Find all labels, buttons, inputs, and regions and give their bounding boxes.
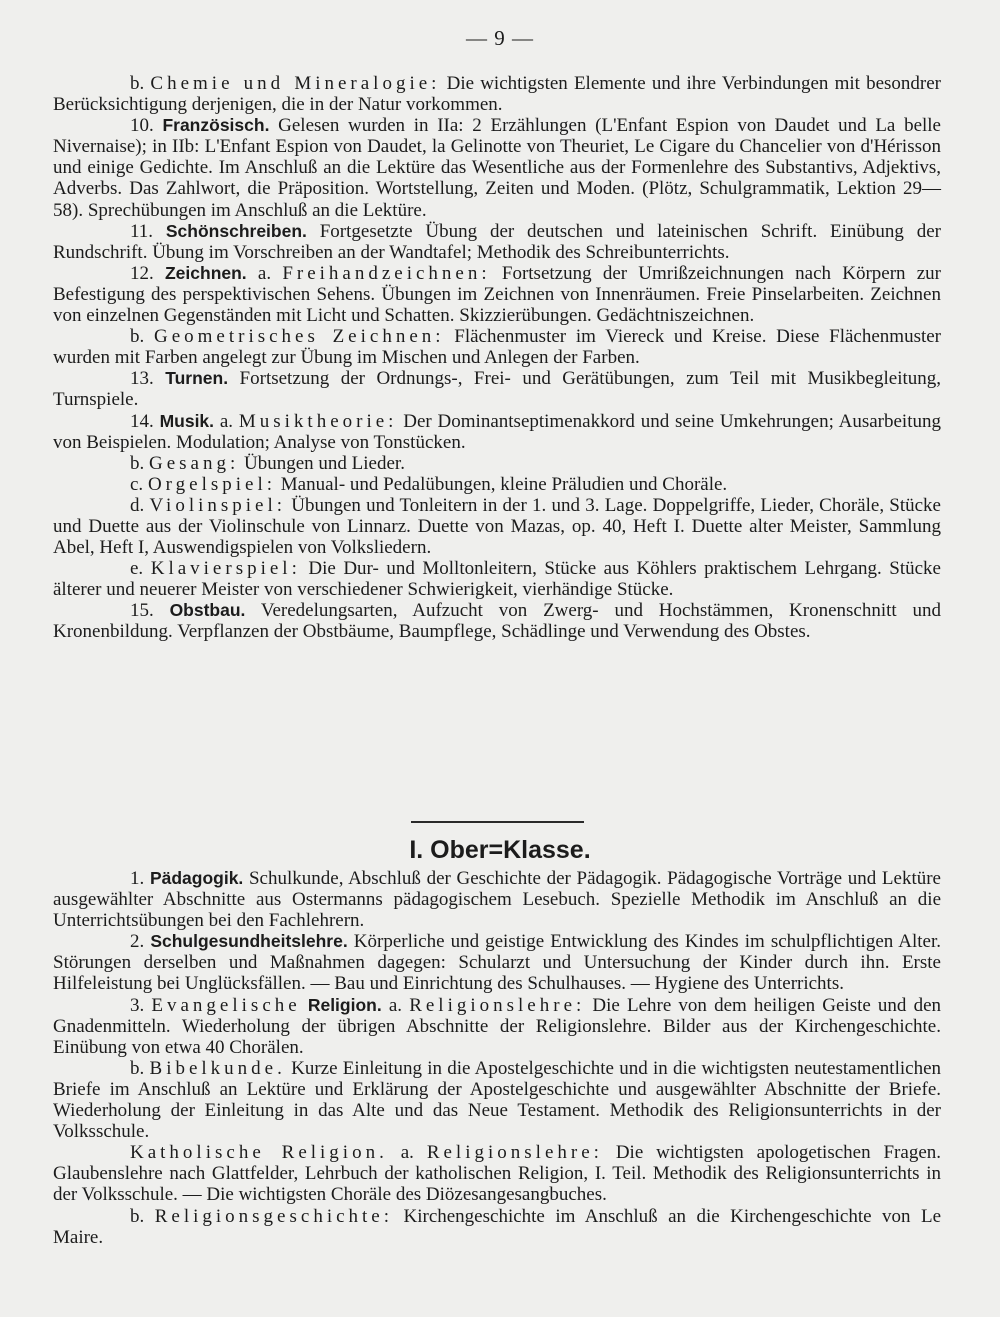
text-run: Flächenmuster im Viereck und Kreise. Diese Flächenmuster wurden mit Farben angelegt zur Übung im Mischen und Anlegen der Farben. xyxy=(53,326,942,369)
paragraph xyxy=(53,474,941,495)
spaced-term: Orgelspiel: xyxy=(147,473,277,495)
text-run: Veredelungsarten, Aufzucht von Zwerg- und Hochstämmen, Kronenschnitt und Kronenbildung. Verpflanzen der Obstbäume, Baumpflege, Schädlinge und Verwendung des Obstes. xyxy=(53,600,942,643)
paragraph xyxy=(53,221,941,263)
section-divider xyxy=(411,821,584,823)
text-run: 2. xyxy=(130,931,151,953)
paragraph xyxy=(53,368,941,410)
paragraph xyxy=(53,73,941,115)
paragraph xyxy=(53,263,941,326)
spaced-term: Klavierspiel: xyxy=(150,558,301,580)
paragraph xyxy=(53,495,941,558)
paragraph xyxy=(53,411,941,453)
text-run: 15. xyxy=(130,600,170,622)
text-run: Manual- und Pedalübungen, kleine Präludien und Choräle. xyxy=(276,473,728,495)
paragraph xyxy=(53,931,941,994)
spaced-term: Geometrisches Zeichnen: xyxy=(153,326,445,348)
text-run: Fortgesetzte Übung der deutschen und lateinischen Schrift. Einübung der Rundschrift. Übung im Vorschreiben an der Wandtafel; Methodik des Schreibunterrichts. xyxy=(53,220,941,263)
subject-heading: Religion. xyxy=(307,994,382,1015)
paragraph xyxy=(53,453,941,474)
text-run: 1. xyxy=(130,868,150,889)
spaced-term: Chemie und Mineralogie: xyxy=(150,73,441,94)
page-number: — 9 — xyxy=(466,26,534,50)
spaced-term: Musiktheorie: xyxy=(238,410,398,432)
text-run: 13. xyxy=(130,368,166,390)
paragraph xyxy=(53,600,941,642)
text-run: 3. xyxy=(130,994,152,1016)
paragraph xyxy=(53,1142,941,1205)
text-run: 12. xyxy=(130,262,165,284)
text-run: c. xyxy=(130,473,148,495)
text-run: a. xyxy=(387,1142,427,1164)
text-run: a. xyxy=(214,410,239,432)
text-run xyxy=(301,995,308,1016)
text-run: a. xyxy=(246,262,283,284)
text-run: b. xyxy=(130,73,151,94)
subject-heading: Pädagogik. xyxy=(149,868,244,888)
text-run: b. xyxy=(130,1057,150,1079)
text-run: 10. xyxy=(130,115,163,137)
text-run: b. xyxy=(130,326,154,348)
text-run: a. xyxy=(381,994,410,1016)
spaced-term: Bibelkunde. xyxy=(149,1057,286,1079)
text-run: Gelesen wurden in IIa: 2 Erzählungen (L'Enfant Espion von Daudet und La belle Nivernaise); in IIb: L'Enfant Espion von Daudet, la Gelinotte von Theuriet, Le Cigare du Chancelier von d'Hérisson und einige Gedichte. Im Anschluß an die Lektüre das Wesentliche aus der Formenlehre des Substantivs, Adjektivs, Adverbs. Das Zahlwort, die Präposition. Wortstellung, Zeiten und Moden. (Plötz, Schulgrammatik, Lektion 29—58). Sprechübungen im Anschluß an die Lektüre. xyxy=(53,115,941,221)
subject-heading: Musik. xyxy=(159,410,215,431)
spaced-term: Gesang: xyxy=(149,452,240,474)
subject-heading: Französisch. xyxy=(162,115,270,136)
text-run: Körperliche und geistige Entwicklung des Kindes im schulpflichtigen Alter. Störungen derselben und Maßnahmen dagegen: Schularzt und Untersuchung der Kinder durch ihn. Erste Hilfeleistung bei Unglücksfällen. — Bau und Einrichtung des Schulhauses. — Hygiene des Unterrichts. xyxy=(53,931,941,995)
text-run: d. xyxy=(130,494,150,516)
text-run: Der Dominantseptimenakkord und seine Umkehrungen; Ausarbeitung von Beispielen. Modulation; Analyse von Tonstücken. xyxy=(53,410,941,453)
paragraph xyxy=(53,115,941,220)
text-run: Die Dur- und Molltonleitern, Stücke aus Köhlers praktischem Lehrgang. Stücke älterer und neuerer Meister von verschiedener Schwierigkeit, vierhändige Stücke. xyxy=(53,558,941,601)
paragraph xyxy=(53,326,941,368)
paragraph xyxy=(53,558,941,600)
text-run: Die wichtigsten apologetischen Fragen. Glaubenslehre nach Glattfelder, Lehrbuch der katholischen Religion, I. Teil. Methodik des Religionsunterrichts in der Volksschule. — Die wichtigsten Choräle des Diözesangesangbuches. xyxy=(53,1142,941,1206)
text-run: Die wichtigsten Elemente und ihre Verbindungen mit besondrer Berücksichtigung derjenigen, die in der Natur vorkommen. xyxy=(53,73,941,116)
paragraph xyxy=(53,1058,941,1142)
spaced-term: Freihandzeichnen: xyxy=(282,262,491,284)
text-run: e. xyxy=(130,558,151,580)
text-run: Schulkunde, Abschluß der Geschichte der Pädagogik. Pädagogische Vorträge und Lektüre ausgewählter Abschnitte aus Ostermanns pädagogischem Lesebuch. Spezielle Methodik im Anschluß an die Unterrichtsübungen bei den Fachlehrern. xyxy=(53,868,941,932)
body-text-top xyxy=(53,73,941,643)
subject-heading: Turnen. xyxy=(165,368,229,389)
spaced-term: Evangelische xyxy=(151,994,301,1016)
body-text-bottom xyxy=(53,868,941,1248)
spaced-term: Katholische Religion. xyxy=(130,1142,388,1164)
text-run: b. xyxy=(130,452,149,474)
text-run: Übungen und Tonleitern in der 1. und 3. Lage. Doppelgriffe, Lieder, Choräle, Stücke und Duette aus der Violinschule von Linnarz. Duette von Mazas, op. 40, Heft I. Duette alter Meister, Sammlung Abel, Heft I, Auswendigspielen von Volksliedern. xyxy=(53,494,941,559)
spaced-term: Religionsgeschichte: xyxy=(154,1205,394,1227)
spaced-term: Violinspiel: xyxy=(149,494,287,516)
text-run: Die Lehre von dem heiligen Geiste und den Gnadenmitteln. Wiederholung der übrigen Abschnitte der Religionslehre. Bilder aus der Kirchengeschichte. Einübung von etwa 40 Chorälen. xyxy=(53,994,942,1058)
text-run: Fortsetzung der Ordnungs-, Frei- und Gerätübungen, zum Teil mit Musikbegleitung, Turnspiele. xyxy=(53,368,942,411)
section-title: I. Ober=Klasse. xyxy=(409,836,591,864)
text-run: Übungen und Lieder. xyxy=(239,452,405,474)
paragraph xyxy=(53,995,941,1058)
text-run: 11. xyxy=(130,220,166,242)
paragraph xyxy=(53,868,941,931)
text-run: Fortsetzung der Umrißzeichnungen nach Körpern zur Befestigung des perspektivischen Sehens. Übungen im Zeichnen von Innenräumen. Freie Pinselarbeiten. Zeichnen von einzelnen Gegenständen mit Licht und Schatten. Skizzierübungen. Gedächtniszeichnen. xyxy=(53,262,942,327)
subject-heading: Obstbau. xyxy=(169,600,246,621)
spaced-term: Religionslehre: xyxy=(426,1142,603,1164)
subject-heading: Schönschreiben. xyxy=(165,220,307,241)
text-run: Kurze Einleitung in die Apostelgeschichte und in die wichtigsten neutestamentlichen Briefe im Anschluß an Lektüre und Erklärung der Apostelgeschichte und ausgewählter Abschnitte der Briefe. Wiederholung der Einleitung in das Alte und das Neue Testament. Methodik des Religionsunterrichts in der Volksschule. xyxy=(53,1057,942,1143)
spaced-term: Religionslehre: xyxy=(409,994,586,1016)
text-run: b. xyxy=(130,1205,155,1227)
paragraph xyxy=(53,1206,941,1248)
subject-heading: Schulgesundheitslehre. xyxy=(150,931,348,952)
subject-heading: Zeichnen. xyxy=(164,262,247,283)
text-run: Kirchengeschichte im Anschluß an die Kirchengeschichte von Le Maire. xyxy=(53,1205,942,1248)
text-run: 14. xyxy=(130,410,160,432)
